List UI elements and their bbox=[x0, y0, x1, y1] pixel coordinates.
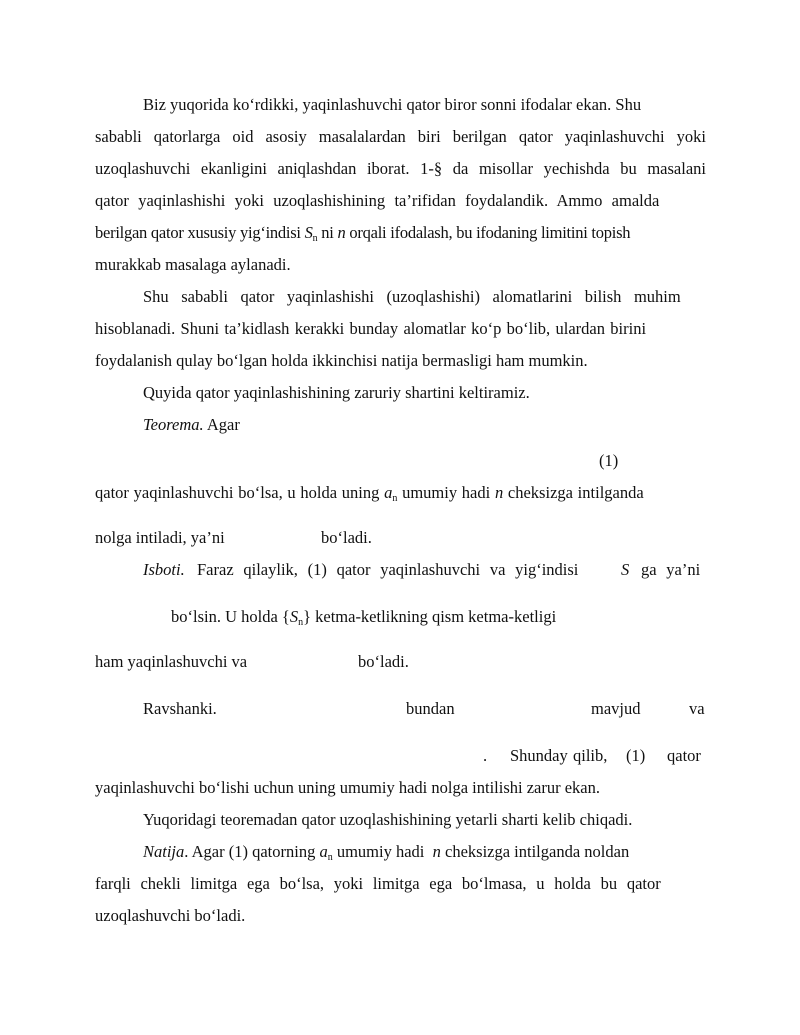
p1-line-6-text: murakkab masalaga aylanadi. bbox=[95, 255, 291, 274]
proof-line-2 bbox=[171, 606, 556, 628]
var-s: S bbox=[289, 607, 299, 626]
var-n: n bbox=[494, 483, 504, 502]
p2-line-1-text: Shu sababli qator yaqinlashishi (uzoqlashishi) alomatlarini bilish muhim bbox=[143, 287, 681, 306]
theorem-line-2-b: umumiy hadi bbox=[397, 483, 495, 502]
p1-line-4-text: qator yaqinlashishi yoki uzoqlashishining ta’rifidan foydalandik. Ammo amalda bbox=[95, 191, 660, 210]
sub-n: n bbox=[298, 617, 304, 628]
p1-line-3 bbox=[95, 158, 706, 180]
proof-line-6 bbox=[95, 777, 706, 799]
theorem-line-1 bbox=[143, 414, 706, 436]
p1-line-6 bbox=[95, 254, 706, 276]
p2-line-2 bbox=[95, 318, 706, 340]
corollary-line-3 bbox=[95, 905, 706, 927]
p1-line-1-text: Biz yuqorida ko‘rdikki, yaqinlashuvchi qator biror sonni ifodalar ekan. Shu bbox=[143, 95, 642, 114]
p2-line-3 bbox=[95, 350, 706, 372]
proof-var-s bbox=[621, 559, 629, 581]
p2-line-2-text: hisoblanadi. Shuni ta’kidlash kerakki bunday alomatlar ko‘p bo‘lib, ulardan birini bbox=[95, 319, 647, 338]
theorem-line-3-a: nolga intiladi, ya’ni bbox=[95, 528, 225, 547]
corollary-line-2-text: farqli chekli limitga ega bo‘lsa, yoki limitga ega bo‘lmasa, u holda bu qator bbox=[95, 874, 661, 893]
proof-line-4-d: va bbox=[689, 699, 705, 718]
corollary-line-2 bbox=[95, 873, 706, 895]
var-a: a bbox=[384, 483, 393, 502]
theorem-line-2-c: cheksizga intilganda bbox=[503, 483, 644, 502]
p1-line-5-a: berilgan qator xususiy yig‘indisi bbox=[95, 223, 305, 242]
p1-line-1 bbox=[143, 94, 706, 116]
var-n: n bbox=[337, 223, 346, 242]
proof-line-3-b: bo‘ladi. bbox=[358, 652, 409, 671]
p1-line-3-text: uzoqlashuvchi ekanligini aniqlashdan iborat. 1-§ da misollar yechishda bu masalani bbox=[95, 159, 706, 178]
p4-line-1-text: Yuqoridagi teoremadan qator uzoqlashishining yetarli sharti kelib chiqadi. bbox=[143, 810, 633, 829]
theorem-line-2-a: qator yaqinlashuvchi bo‘lsa, u holda uning bbox=[95, 483, 385, 502]
p2-line-1 bbox=[143, 286, 706, 308]
p1-line-5-c: orqali ifodalash, bu ifodaning limitini topish bbox=[345, 223, 631, 242]
proof-line-4-b: bundan bbox=[406, 699, 455, 718]
theorem-line-2 bbox=[95, 482, 706, 504]
var-n: n bbox=[432, 842, 441, 861]
corollary-label: Natija bbox=[143, 842, 185, 861]
proof-line-5-b: Shunday bbox=[510, 746, 568, 765]
proof-label-text: Isboti. bbox=[143, 560, 185, 579]
proof-label bbox=[143, 559, 185, 581]
proof-line-5-a: . bbox=[483, 746, 488, 765]
proof-line-6-text: yaqinlashuvchi bo‘lishi uchun uning umumiy hadi nolga intilishi zarur ekan. bbox=[95, 778, 600, 797]
proof-line-1-rest: Faraz qilaylik, (1) qator yaqinlashuvchi va yig‘indisi bbox=[197, 560, 579, 579]
proof-line-5-d: (1) bbox=[626, 746, 646, 765]
p1-line-4 bbox=[95, 190, 706, 212]
var-s: S bbox=[304, 223, 313, 242]
proof-line-4-c: mavjud bbox=[591, 699, 641, 718]
p2-line-3-text: foydalanish qulay bo‘lgan holda ikkinchisi natija bermasligi ham mumkin. bbox=[95, 351, 588, 370]
var-a: a bbox=[319, 842, 328, 861]
p1-line-5-b: ni bbox=[317, 223, 338, 242]
proof-line-3-a: ham yaqinlashuvchi va bbox=[95, 652, 248, 671]
theorem-line-3-b: bo‘ladi. bbox=[321, 528, 372, 547]
proof-line-2-b: } ketma-ketlikning qism ketma-ketligi bbox=[303, 607, 557, 626]
equation-number-1: (1) bbox=[599, 451, 619, 470]
theorem-label: Teorema. bbox=[143, 415, 204, 434]
p4-line-1 bbox=[143, 809, 706, 831]
proof-line-1-tail: ga ya’ni bbox=[641, 560, 701, 579]
theorem-agar: Agar bbox=[203, 415, 240, 434]
var-s: S bbox=[621, 560, 630, 579]
p1-line-5 bbox=[95, 222, 706, 244]
corollary-line-1-b: umumiy hadi bbox=[332, 842, 433, 861]
p3-line-1 bbox=[143, 382, 706, 404]
proof-line-5-c: qilib, bbox=[573, 746, 608, 765]
corollary-line-1-c: cheksizga intilganda noldan bbox=[440, 842, 630, 861]
proof-line-2-a: bo‘lsin. U holda { bbox=[171, 607, 290, 626]
proof-line-5-e: qator bbox=[667, 746, 701, 765]
corollary-line-1 bbox=[143, 841, 706, 863]
sub-n: n bbox=[392, 493, 398, 504]
p1-line-2-text: sababli qatorlarga oid asosiy masalalardan biri berilgan qator yaqinlashuvchi yoki bbox=[95, 127, 706, 146]
corollary-line-3-text: uzoqlashuvchi bo‘ladi. bbox=[95, 906, 246, 925]
proof-line-4-a: Ravshanki. bbox=[143, 699, 217, 718]
p1-line-2 bbox=[95, 126, 706, 148]
sub-n: n bbox=[312, 233, 318, 244]
p3-line-1-text: Quyida qator yaqinlashishining zaruriy shartini keltiramiz. bbox=[143, 383, 530, 402]
corollary-line-1-a: . Agar (1) qatorning bbox=[184, 842, 320, 861]
sub-n: n bbox=[327, 852, 333, 863]
